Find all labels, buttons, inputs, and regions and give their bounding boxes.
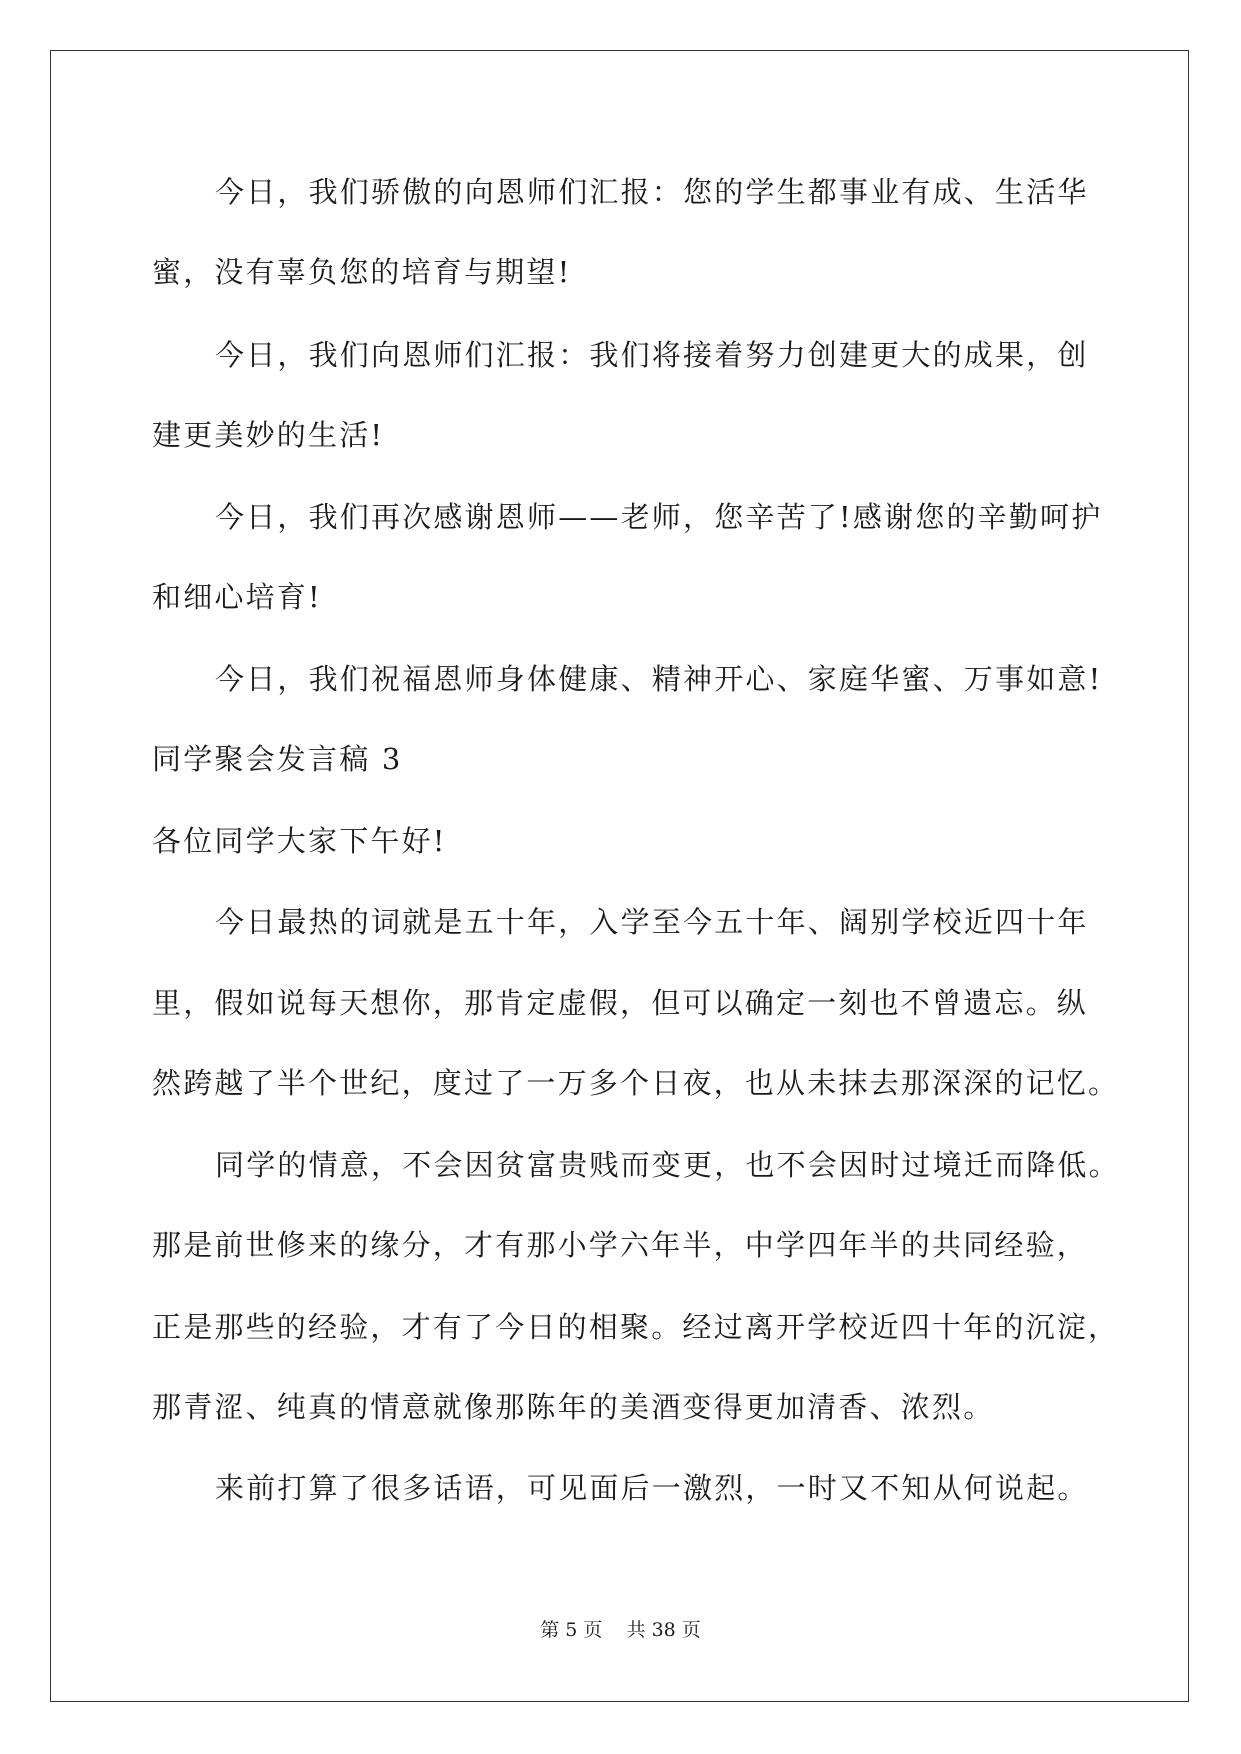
- text-line: 来前打算了很多话语，可见面后一激烈，一时又不知从何说起。: [215, 1471, 1089, 1505]
- greeting-line: 各位同学大家下午好!: [152, 824, 447, 858]
- text-line: 然跨越了半个世纪，度过了一万多个日夜，也从未抹去那深深的记忆。: [152, 1066, 1120, 1100]
- text-line: 里，假如说每天想你，那肯定虚假，但可以确定一刻也不曾遗忘。纵: [152, 986, 1089, 1020]
- text-line: 那青涩、纯真的情意就像那陈年的美酒变得更加清香、浓烈。: [152, 1390, 995, 1424]
- page-footer: [0, 1618, 1241, 1642]
- section-title: 同学聚会发言稿 3: [152, 742, 403, 776]
- text-line: 今日，我们向恩师们汇报：我们将接着努力创建更大的成果，创: [215, 338, 1089, 372]
- text-line: 今日，我们再次感谢恩师——老师，您辛苦了!感谢您的辛勤呵护: [215, 500, 1103, 534]
- page-frame: [50, 50, 1189, 1702]
- text-line: 那是前世修来的缘分，才有那小学六年半，中学四年半的共同经验，: [152, 1228, 1089, 1262]
- text-line: 今日，我们祝福恩师身体健康、精神开心、家庭华蜜、万事如意!: [215, 662, 1103, 696]
- page-number: 第 5 页: [540, 1619, 603, 1641]
- text-line: 同学的情意，不会因贫富贵贱而变更，也不会因时过境迁而降低。: [215, 1148, 1120, 1182]
- text-line: 建更美妙的生活!: [152, 418, 385, 452]
- text-line: 蜜，没有辜负您的培育与期望!: [152, 255, 572, 289]
- text-line: 和细心培育!: [152, 580, 322, 614]
- text-line: 正是那些的经验，才有了今日的相聚。经过离开学校近四十年的沉淀，: [152, 1310, 1120, 1344]
- text-line: 今日，我们骄傲的向恩师们汇报：您的学生都事业有成、生活华: [215, 175, 1089, 209]
- page-total: 共 38 页: [626, 1619, 701, 1641]
- text-line: 今日最热的词就是五十年，入学至今五十年、阔别学校近四十年: [215, 905, 1089, 939]
